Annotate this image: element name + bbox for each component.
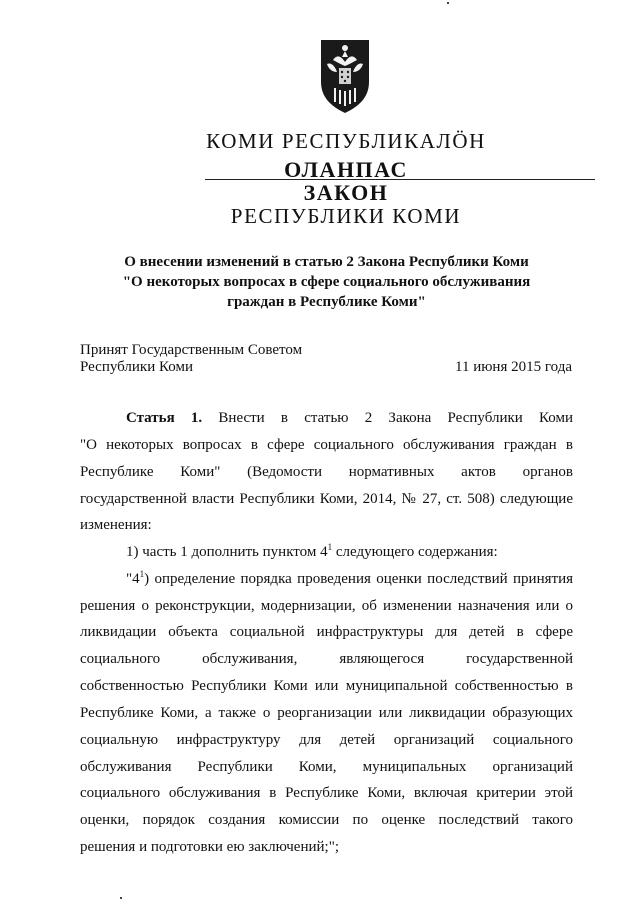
- quote-line: ликвидации объекта социальной инфраструктуры для детей в сфере: [80, 624, 573, 640]
- article-text: Внести в статью 2 Закона Республики Коми: [218, 410, 573, 426]
- quote-line: оценки, порядок создания комиссии по оценке последствий такого: [80, 812, 573, 828]
- body-line: "О некоторых вопросах в сфере социального обслуживания граждан в: [80, 437, 573, 453]
- adoption-date: 11 июня 2015 года: [455, 359, 572, 375]
- body-line: [126, 410, 573, 427]
- adoption-line-1: Принят Государственным Советом: [80, 342, 303, 358]
- item-1-line: 1) часть 1 дополнить пунктом $4^1$ следующего содержания:: [126, 542, 498, 560]
- subject-line-2: "О некоторых вопросах в сфере социального обслуживания: [122, 274, 531, 290]
- subject-line-3: граждан в Республике Коми": [227, 294, 426, 310]
- scan-speck: [120, 897, 122, 899]
- body-line: Республике Коми" (Ведомости нормативных актов органов: [80, 464, 573, 480]
- title-respubliki-komi: РЕСПУБЛИКИ КОМИ: [230, 204, 462, 228]
- scan-speck: [447, 2, 449, 4]
- quote-line: обслуживания Республики Коми, муниципальных организаций: [80, 759, 573, 775]
- coat-of-arms-emblem: [319, 38, 371, 114]
- title-olanpas: ОЛАНПАС: [284, 157, 408, 182]
- quote-line: решения и подготовки ею заключений;";: [80, 839, 340, 855]
- quote-line: социального обслуживания, являющегося государственной: [80, 651, 573, 667]
- quote-line: "$4^1$) определение порядка проведения оценки последствий принятия: [126, 569, 573, 587]
- quote-line: решения о реконструкции, модернизации, об изменении назначения или о: [80, 598, 573, 614]
- article-label: Статья 1.: [126, 410, 203, 426]
- adoption-line-2: Республики Коми: [80, 359, 193, 375]
- title-zakon: ЗАКОН: [303, 180, 389, 205]
- title-komi-respublikalon: КОМИ РЕСПУБЛИКАЛӦН: [206, 129, 486, 153]
- body-line: государственной власти Республики Коми, 2014, № 27, ст. 508) следующие: [80, 491, 573, 507]
- quote-line: социальную инфраструктуру для детей организаций социального: [80, 732, 573, 748]
- quote-line: Республике Коми, а также о реорганизации или ликвидации образующих: [80, 705, 573, 721]
- body-line: изменения:: [80, 517, 152, 533]
- subject-line-1: О внесении изменений в статью 2 Закона Республики Коми: [124, 254, 529, 270]
- quote-line: социального обслуживания в Республике Коми, включая критерии этой: [80, 785, 573, 801]
- quote-line: собственностью Республики Коми или муниципальной собственностью в: [80, 678, 573, 694]
